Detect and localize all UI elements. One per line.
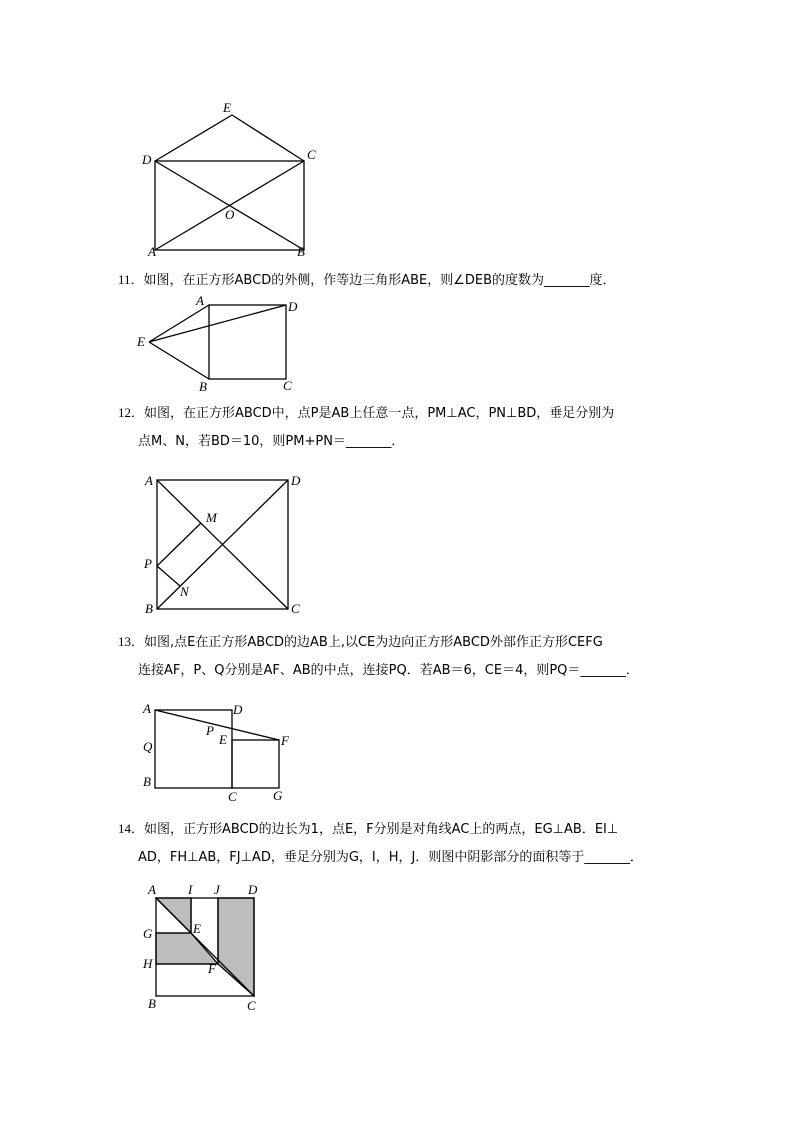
- segment-pm: [157, 523, 201, 566]
- label-c: C: [307, 147, 316, 162]
- question-number: 11．: [118, 272, 144, 287]
- label-a: A: [145, 473, 153, 488]
- label-a: A: [148, 244, 156, 259]
- question-text-line1: 如图，正方形ABCD的边长为1，点E，F分别是对角线AC上的两点，EG⊥AB．EI⊥: [144, 822, 619, 837]
- label-q: Q: [143, 739, 153, 754]
- figure-square-with-perpendiculars: [140, 470, 320, 620]
- label-o: O: [225, 207, 235, 222]
- label-i: I: [188, 882, 193, 897]
- label-a: A: [143, 701, 151, 716]
- label-b: B: [143, 774, 151, 789]
- label-n: N: [180, 584, 189, 599]
- question-number: 12．: [118, 405, 145, 420]
- question-11: [118, 266, 718, 295]
- question-text-line2: 点M、N，若BD＝10，则PM+PN＝_______．: [138, 434, 405, 449]
- segment-eb: [149, 342, 209, 379]
- label-c: C: [247, 998, 256, 1013]
- label-c: C: [228, 789, 237, 804]
- label-b: B: [145, 601, 153, 616]
- question-text-line2: 连接AF，P、Q分别是AF、AB的中点，连接PQ．若AB＝6，CE＝4，则PQ＝_______．: [138, 663, 639, 678]
- label-a: A: [148, 882, 156, 897]
- question-14: [118, 815, 718, 872]
- segment-ea: [149, 305, 209, 342]
- label-f: F: [281, 733, 289, 748]
- square-abcd: [209, 305, 286, 379]
- question-number: 14．: [118, 821, 145, 836]
- label-p: P: [144, 556, 152, 571]
- segment-ec: [232, 115, 304, 161]
- label-d: D: [233, 702, 243, 717]
- segment-pn: [157, 566, 180, 586]
- question-text-line1: 如图，在正方形ABCD中，点P是AB上任意一点，PM⊥AC，PN⊥BD，垂足分别为: [144, 406, 615, 421]
- label-h: H: [143, 956, 153, 971]
- label-c: C: [283, 378, 292, 393]
- segment-de: [155, 115, 232, 161]
- figure-two-squares: [140, 700, 310, 810]
- label-j: J: [214, 882, 220, 897]
- label-d: D: [288, 299, 298, 314]
- question-12: [118, 399, 718, 456]
- square-cefg: [232, 740, 279, 788]
- label-e: E: [193, 921, 201, 936]
- label-b: B: [297, 244, 305, 259]
- square-abcd: [155, 710, 232, 788]
- shaded-region-2: [156, 933, 218, 964]
- label-f: F: [208, 961, 216, 976]
- label-e: E: [137, 334, 145, 349]
- shaded-region-3: [218, 898, 254, 996]
- segment-af: [155, 710, 279, 740]
- label-b: B: [148, 996, 156, 1011]
- label-p: P: [206, 723, 214, 738]
- label-e: E: [219, 732, 227, 747]
- label-d: D: [248, 882, 258, 897]
- label-d: D: [142, 152, 152, 167]
- figure-rectangle-with-triangle: [130, 95, 330, 265]
- question-text: 如图，在正方形ABCD的外侧，作等边三角形ABE，则∠DEB的度数为_______度．: [143, 273, 616, 288]
- label-c: C: [291, 601, 300, 616]
- question-text-line1: 如图,点E在正方形ABCD的边AB上,以CE为边向正方形ABCD外部作正方形CEFG: [144, 635, 603, 650]
- label-d: D: [291, 473, 301, 488]
- label-g: G: [273, 788, 283, 803]
- label-g: G: [143, 926, 153, 941]
- figure-square-with-equilateral-triangle: [135, 295, 315, 395]
- question-13: [118, 628, 718, 685]
- label-m: M: [206, 510, 217, 525]
- label-a: A: [196, 293, 204, 308]
- segment-ed: [149, 305, 286, 342]
- question-text-line2: AD，FH⊥AB，FJ⊥AD，垂足分别为G，I，H，J．则图中阴影部分的面积等于_______．: [138, 850, 643, 865]
- figure-shaded-square: [140, 880, 280, 1020]
- label-e: E: [223, 100, 231, 115]
- question-number: 13．: [118, 634, 145, 649]
- label-b: B: [199, 379, 207, 394]
